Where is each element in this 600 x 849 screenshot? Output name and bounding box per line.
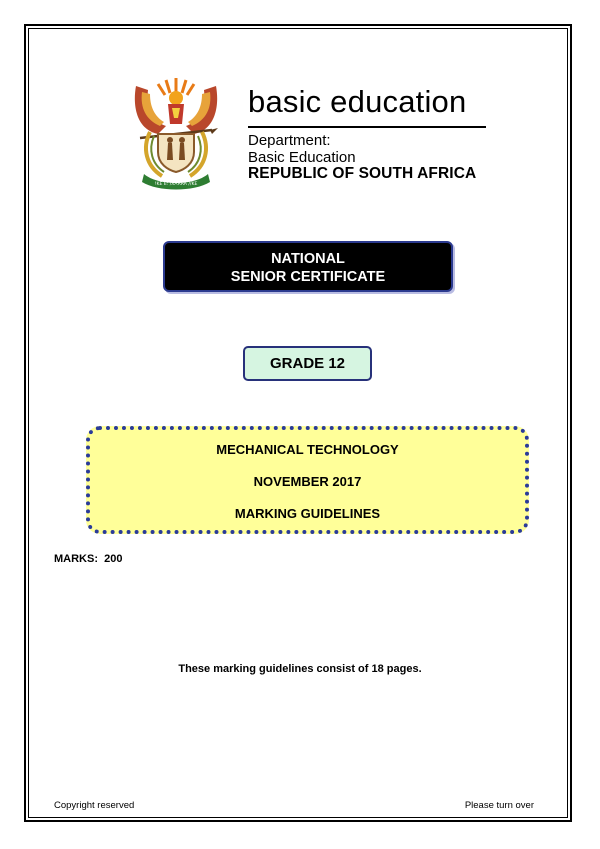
country-name: REPUBLIC OF SOUTH AFRICA (248, 165, 477, 182)
certificate-line-1: NATIONAL (271, 251, 345, 267)
document-type: MARKING GUIDELINES (234, 506, 381, 521)
certificate-line-2: SENIOR CERTIFICATE (230, 269, 386, 285)
exam-session: NOVEMBER 2017 (253, 474, 362, 489)
footer-copyright: Copyright reserved (54, 800, 135, 811)
brand-title: basic education (248, 84, 467, 119)
department-label: Department: (248, 132, 331, 149)
department-name: Basic Education (248, 149, 356, 166)
page-count-note: These marking guidelines consist of 18 pages. (178, 663, 422, 675)
brand-divider (248, 126, 486, 128)
subject-name: MECHANICAL TECHNOLOGY (216, 442, 399, 457)
grade-badge: GRADE 12 (243, 346, 372, 381)
footer-turn-over: Please turn over (464, 800, 534, 811)
total-marks: MARKS: 200 (54, 553, 123, 565)
coat-of-arms-icon (128, 68, 224, 192)
svg-text:!KE E: /XARRA //KE: !KE E: /XARRA //KE (154, 182, 198, 187)
certificate-banner (163, 241, 453, 292)
subject-panel (86, 426, 529, 534)
